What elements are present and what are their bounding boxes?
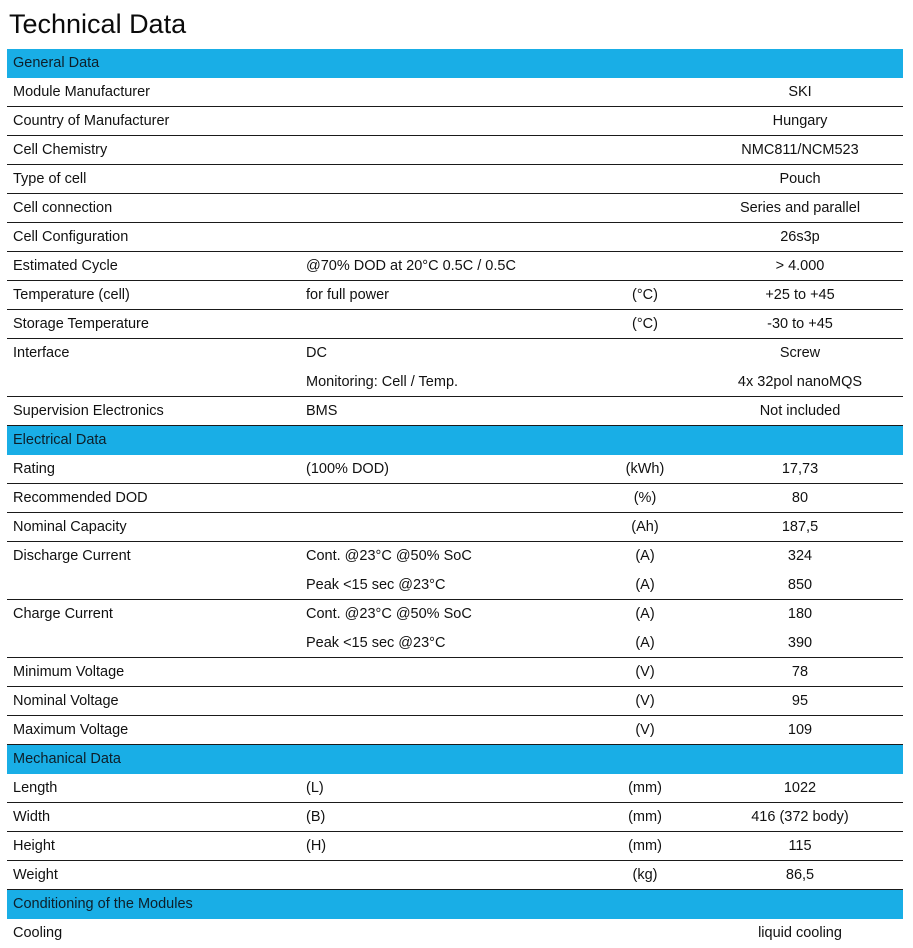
- unit-text: (kg): [632, 867, 658, 883]
- section-header: [7, 745, 903, 774]
- condition-text: [306, 194, 606, 223]
- unit-text: [597, 397, 693, 426]
- section-title: Mechanical Data: [13, 751, 121, 767]
- table-row: [7, 861, 903, 890]
- value-text: 1022: [783, 780, 817, 796]
- table-row: [7, 687, 903, 716]
- table-row: [7, 368, 903, 397]
- value-text: 78: [791, 664, 809, 680]
- condition-text: [306, 484, 606, 513]
- condition-text: [306, 513, 606, 542]
- unit-text: (Ah): [631, 519, 659, 535]
- page-title: Technical Data: [9, 9, 187, 39]
- condition-text: [306, 223, 606, 252]
- section-header: [7, 49, 903, 78]
- parameter-name: Length: [13, 780, 58, 796]
- unit-text: [597, 339, 693, 368]
- section-title: General Data: [13, 55, 100, 71]
- unit-text: (°C): [632, 316, 658, 332]
- value-text: liquid cooling: [758, 925, 842, 941]
- unit-text: (A): [635, 577, 655, 593]
- condition-text: [306, 165, 606, 194]
- unit-text: (mm): [628, 780, 662, 796]
- unit-text: [597, 919, 693, 948]
- condition-text: Peak <15 sec @23°C: [306, 577, 446, 593]
- table-row: [7, 513, 903, 542]
- table-row: [7, 339, 903, 368]
- parameter-name: Weight: [13, 867, 58, 883]
- condition-text: (100% DOD): [306, 461, 389, 477]
- table-row: [7, 716, 903, 745]
- condition-text: [306, 861, 606, 890]
- condition-text: [306, 310, 606, 339]
- table-row: [7, 397, 903, 426]
- table-row: [7, 107, 903, 136]
- section-title: Conditioning of the Modules: [13, 896, 193, 912]
- table-row: [7, 571, 903, 600]
- condition-text: [306, 78, 606, 107]
- value-text: 187,5: [781, 519, 819, 535]
- unit-text: [597, 194, 693, 223]
- parameter-name: Interface: [13, 345, 70, 361]
- parameter-name: [13, 571, 298, 600]
- condition-text: Cont. @23°C @50% SoC: [306, 606, 472, 622]
- value-text: Hungary: [772, 113, 828, 129]
- table-row: [7, 629, 903, 658]
- unit-text: (kWh): [625, 461, 665, 477]
- table-row: [7, 455, 903, 484]
- technical-data-table: [7, 49, 903, 948]
- table-row: [7, 165, 903, 194]
- value-text: Screw: [779, 345, 821, 361]
- value-text: Series and parallel: [739, 200, 861, 216]
- parameter-name: Minimum Voltage: [13, 664, 125, 680]
- condition-text: (H): [306, 838, 327, 854]
- condition-text: [306, 687, 606, 716]
- unit-text: (mm): [628, 838, 662, 854]
- table-row: [7, 223, 903, 252]
- condition-text: Peak <15 sec @23°C: [306, 635, 446, 651]
- condition-text: BMS: [306, 403, 338, 419]
- table-row: [7, 600, 903, 629]
- value-text: 416 (372 body): [751, 809, 849, 825]
- unit-text: [597, 368, 693, 397]
- table-row: [7, 136, 903, 165]
- value-text: 324: [787, 548, 813, 564]
- table-row: [7, 252, 903, 281]
- unit-text: (A): [635, 548, 655, 564]
- unit-text: [597, 107, 693, 136]
- unit-text: (V): [635, 664, 655, 680]
- parameter-name: Country of Manufacturer: [13, 113, 170, 129]
- parameter-name: Height: [13, 838, 55, 854]
- value-text: 109: [787, 722, 813, 738]
- value-text: -30 to +45: [767, 316, 833, 332]
- parameter-name: Maximum Voltage: [13, 722, 129, 738]
- value-text: 26s3p: [780, 229, 820, 245]
- unit-text: (°C): [632, 287, 658, 303]
- condition-text: (L): [306, 780, 324, 796]
- table-row: [7, 310, 903, 339]
- value-text: 95: [791, 693, 809, 709]
- unit-text: (A): [635, 606, 655, 622]
- unit-text: [597, 136, 693, 165]
- section-header: [7, 426, 903, 455]
- table-row: [7, 78, 903, 107]
- condition-text: @70% DOD at 20°C 0.5C / 0.5C: [306, 258, 516, 274]
- unit-text: (A): [635, 635, 655, 651]
- value-text: 4x 32pol nanoMQS: [737, 374, 863, 390]
- table-row: [7, 658, 903, 687]
- condition-text: [306, 919, 606, 948]
- value-text: 850: [787, 577, 813, 593]
- parameter-name: Cell connection: [13, 200, 113, 216]
- condition-text: DC: [306, 345, 327, 361]
- parameter-name: Recommended DOD: [13, 490, 148, 506]
- value-text: SKI: [788, 84, 812, 100]
- table-row: [7, 832, 903, 861]
- value-text: NMC811/NCM523: [741, 142, 859, 158]
- parameter-name: Cooling: [13, 925, 63, 941]
- table-row: [7, 774, 903, 803]
- unit-text: [597, 165, 693, 194]
- table-row: [7, 803, 903, 832]
- parameter-name: Supervision Electronics: [13, 403, 164, 419]
- condition-text: [306, 658, 606, 687]
- value-text: 180: [787, 606, 813, 622]
- value-text: Pouch: [779, 171, 821, 187]
- unit-text: [597, 78, 693, 107]
- unit-text: (V): [635, 722, 655, 738]
- table-row: [7, 281, 903, 310]
- parameter-name: Module Manufacturer: [13, 84, 151, 100]
- value-text: 17,73: [781, 461, 819, 477]
- condition-text: [306, 136, 606, 165]
- table-row: [7, 919, 903, 948]
- section-header: [7, 890, 903, 919]
- parameter-name: Cell Chemistry: [13, 142, 108, 158]
- condition-text: for full power: [306, 287, 390, 303]
- condition-text: (B): [306, 809, 326, 825]
- parameter-name: Nominal Voltage: [13, 693, 119, 709]
- unit-text: (mm): [628, 809, 662, 825]
- unit-text: [597, 252, 693, 281]
- value-text: > 4.000: [775, 258, 825, 274]
- value-text: 86,5: [785, 867, 815, 883]
- condition-text: Cont. @23°C @50% SoC: [306, 548, 472, 564]
- condition-text: [306, 716, 606, 745]
- parameter-name: Charge Current: [13, 606, 113, 622]
- value-text: +25 to +45: [765, 287, 835, 303]
- unit-text: [597, 223, 693, 252]
- parameter-name: Estimated Cycle: [13, 258, 118, 274]
- parameter-name: [13, 629, 298, 658]
- parameter-name: [13, 368, 298, 397]
- parameter-name: Cell Configuration: [13, 229, 129, 245]
- table-row: [7, 542, 903, 571]
- value-text: 80: [791, 490, 809, 506]
- value-text: Not included: [759, 403, 841, 419]
- parameter-name: Discharge Current: [13, 548, 131, 564]
- parameter-name: Storage Temperature: [13, 316, 149, 332]
- parameter-name: Type of cell: [13, 171, 87, 187]
- value-text: 390: [787, 635, 813, 651]
- condition-text: Monitoring: Cell / Temp.: [306, 374, 459, 390]
- unit-text: (V): [635, 693, 655, 709]
- unit-text: (%): [633, 490, 657, 506]
- table-row: [7, 484, 903, 513]
- table-row: [7, 194, 903, 223]
- parameter-name: Rating: [13, 461, 55, 477]
- parameter-name: Width: [13, 809, 51, 825]
- section-title: Electrical Data: [13, 432, 107, 448]
- value-text: 115: [788, 838, 812, 854]
- parameter-name: Nominal Capacity: [13, 519, 127, 535]
- parameter-name: Temperature (cell): [13, 287, 130, 303]
- condition-text: [306, 107, 606, 136]
